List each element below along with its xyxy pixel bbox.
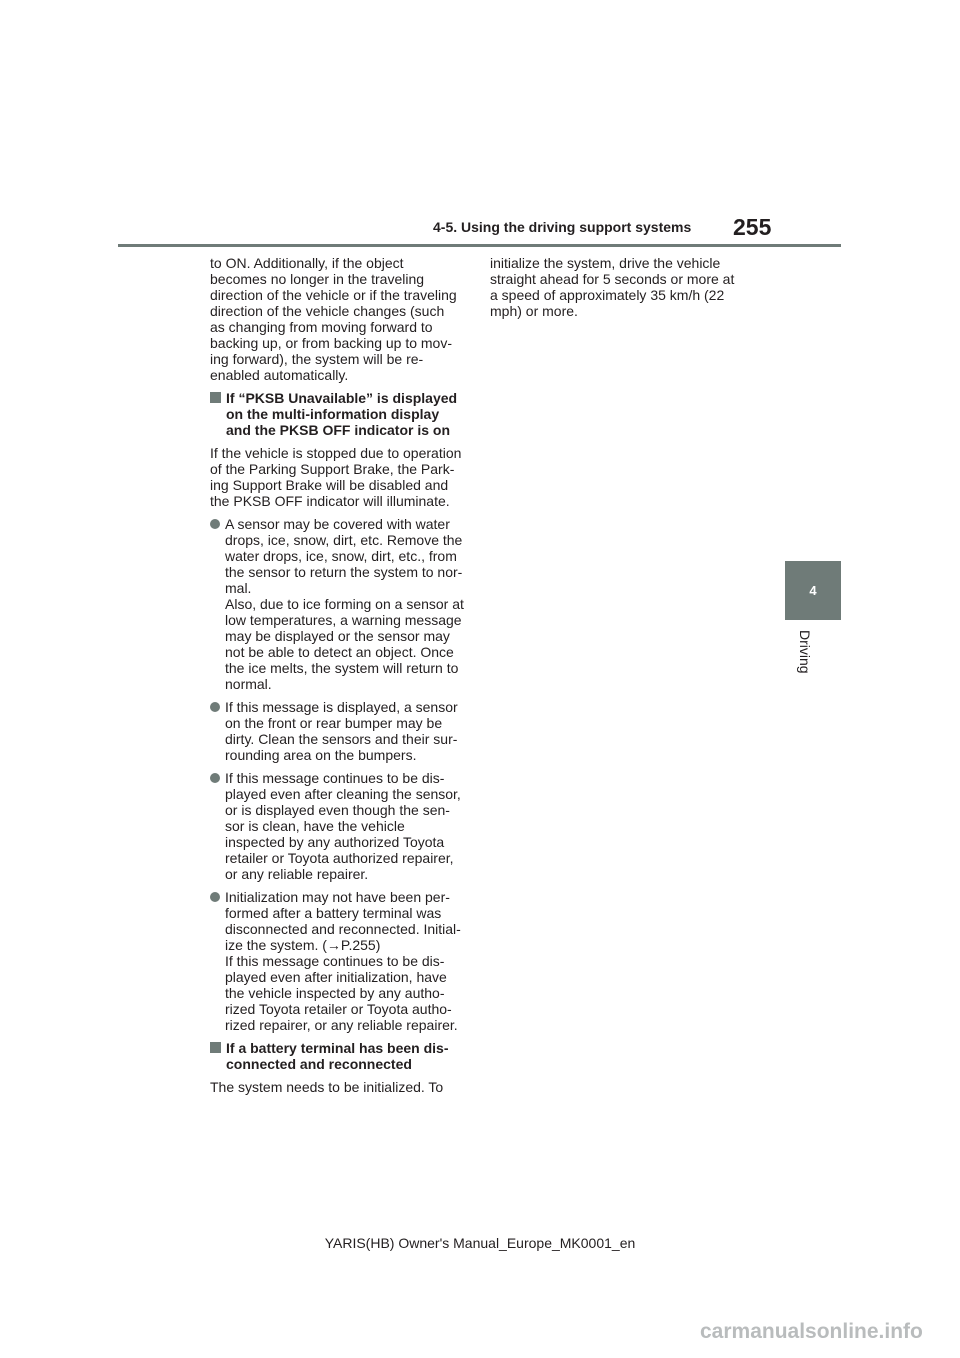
circle-bullet-icon <box>210 519 220 529</box>
list-item-text: A sensor may be covered with water drops, ice, snow, dirt, etc. Remove the water drops, ice, snow, dirt, etc., from the sensor to return the system to nor- mal. Also, due to ice forming on a sensor at low temperatures, a warning message may be displayed or the sensor may not be able to detect an object. Once the ice melts, the system will return to normal. <box>225 516 464 692</box>
subheading-text: If a battery terminal has been dis- connected and reconnected <box>226 1040 449 1072</box>
list-item <box>210 770 470 882</box>
list-item-text: If this message is displayed, a sensor on the front or rear bumper may be dirty. Clean the sensors and their sur- rounding area on the bumpers. <box>225 699 458 763</box>
section-title: 4-5. Using the driving support systems <box>433 219 692 235</box>
subheading-pksb-unavailable <box>210 390 470 438</box>
subheading-battery-terminal <box>210 1040 470 1072</box>
circle-bullet-icon <box>210 773 220 783</box>
paragraph: The system needs to be initialized. To <box>210 1079 444 1095</box>
watermark: carmanualsonline.info <box>700 1320 923 1343</box>
intro-paragraph: to ON. Additionally, if the object becomes no longer in the traveling direction of the vehicle or if the traveling direction of the vehicle changes (such as changing from moving forward to backing up, or from backing up to mov- ing forward), the system will be re- enabled automatically. <box>210 255 457 383</box>
paragraph: If the vehicle is stopped due to operation of the Parking Support Brake, the Park- ing Support Brake will be disabled and the PKSB OFF indicator will illuminate. <box>210 445 462 509</box>
chapter-label-text: Driving <box>797 630 813 674</box>
paragraph: initialize the system, drive the vehicle straight ahead for 5 seconds or more at a speed of approximately 35 km/h (22 mph) or more. <box>490 255 735 319</box>
page-number: 255 <box>733 214 772 240</box>
list-item <box>210 516 470 692</box>
list-item-text: Initialization may not have been per- formed after a battery terminal was disconnected and reconnected. Initial- ize the system. (→P.255) If this message continues to be dis- played even after initialization, have the vehicle inspected by any autho- rized Toyota retailer or Toyota autho- rized repairer, or any reliable repairer. <box>225 889 461 1033</box>
header-divider <box>118 244 841 247</box>
right-column <box>490 255 752 319</box>
left-column <box>210 255 470 1095</box>
chapter-tab[interactable] <box>785 561 841 620</box>
chapter-number: 4 <box>809 583 817 598</box>
subheading-text: If “PKSB Unavailable” is displayed on the multi-information display and the PKSB OFF indicator is on <box>226 390 458 438</box>
square-bullet-icon <box>210 1042 221 1053</box>
list-item <box>210 889 470 1033</box>
list-item <box>210 699 470 763</box>
circle-bullet-icon <box>210 702 220 712</box>
circle-bullet-icon <box>210 892 220 902</box>
square-bullet-icon <box>210 392 221 403</box>
list-item-text: If this message continues to be dis- played even after cleaning the sensor, or is displayed even though the sen- sor is clean, have the vehicle inspected by any authorized Toyota retailer or Toyota authorized repairer, or any reliable repairer. <box>225 770 461 882</box>
footer-text: YARIS(HB) Owner's Manual_Europe_MK0001_en <box>324 1235 636 1251</box>
chapter-label <box>785 620 841 710</box>
